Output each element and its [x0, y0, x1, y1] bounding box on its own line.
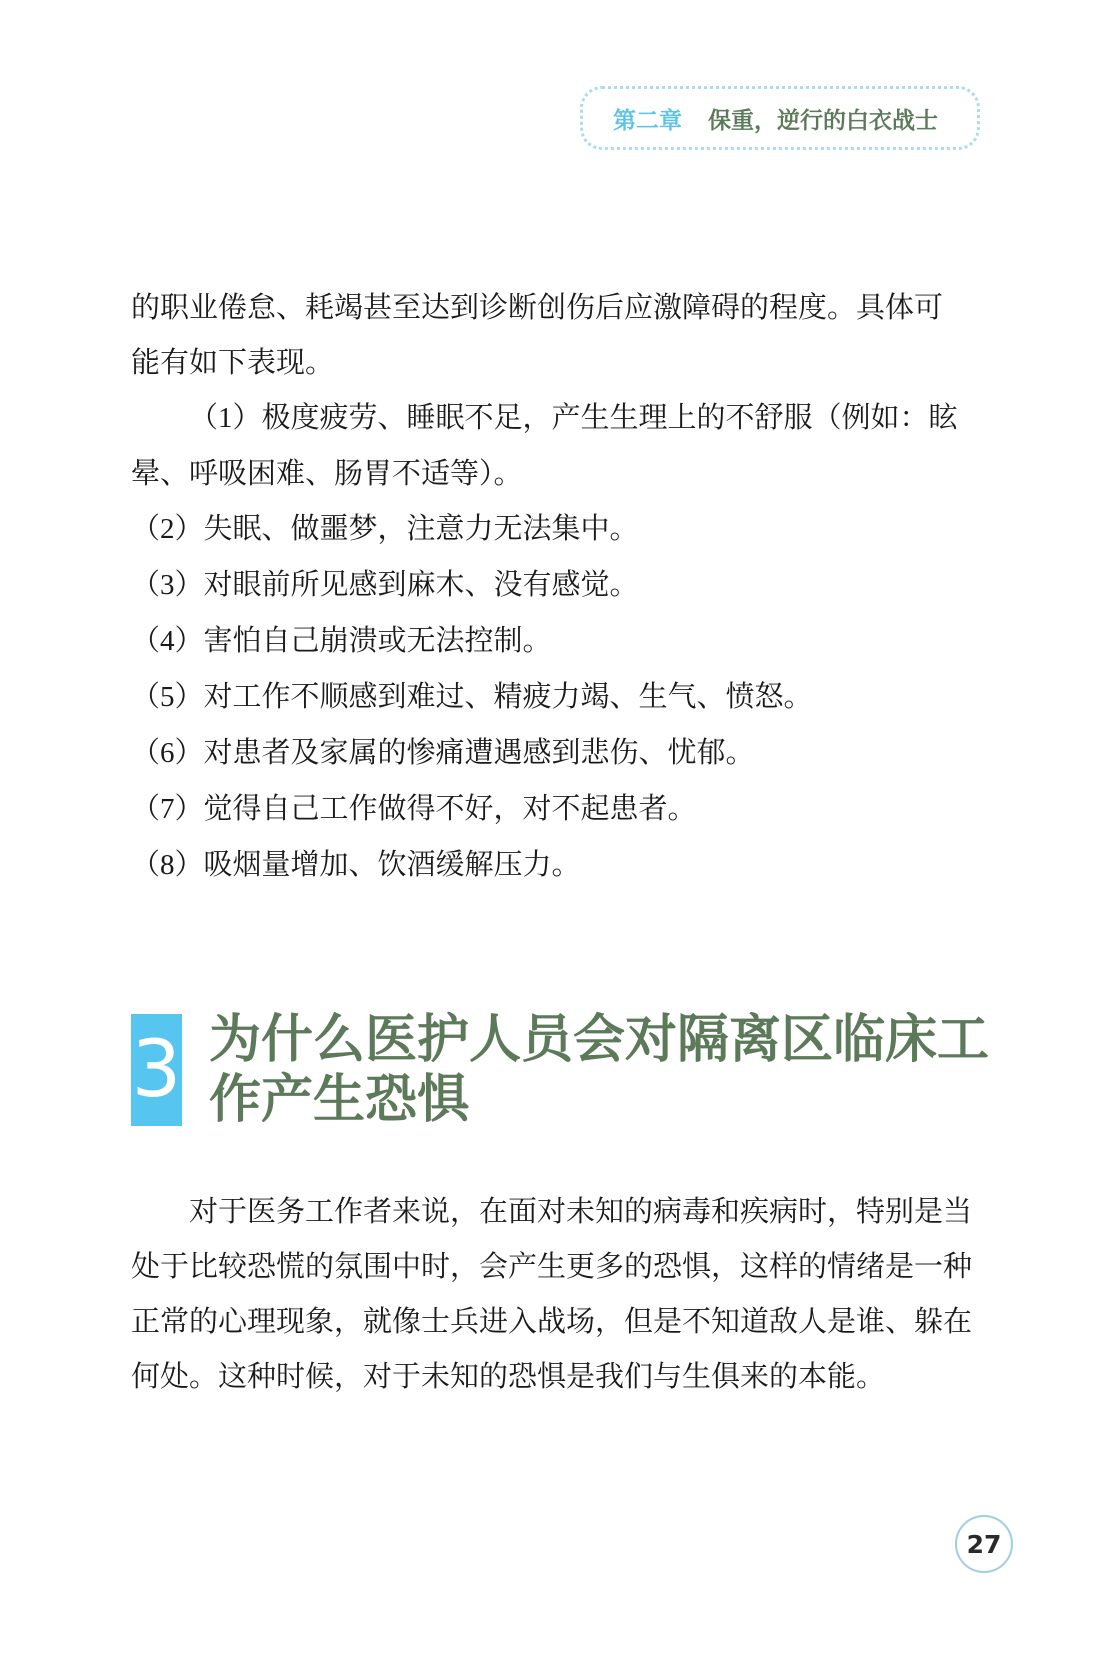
list-item-text: 对眼前所见感到麻木、没有感觉。: [203, 567, 639, 601]
list-item: [131, 781, 981, 837]
list-item-text: 害怕自己崩溃或无法控制。: [203, 623, 552, 657]
list-item: [131, 613, 981, 669]
page-number: 27: [955, 1515, 1013, 1573]
list-item-text: 极度疲劳、睡眠不足，产生生理上的不舒服（例如：眩: [261, 400, 958, 434]
chapter-title: 保重，逆行的白衣战士: [708, 107, 938, 134]
list-item: [131, 669, 981, 725]
list-item-number: （2）: [131, 513, 204, 545]
section-title-line-2: 作产生恐惧: [209, 1070, 470, 1130]
section-title-line-1: 为什么医护人员会对隔离区临床工: [209, 1010, 990, 1070]
list-item-number: （1）: [189, 402, 262, 434]
list-item-text: 吸烟量增加、饮酒缓解压力。: [203, 847, 581, 881]
list-item-number: （8）: [131, 849, 204, 881]
section-number-badge: 3: [131, 1014, 182, 1126]
list-item: [131, 390, 981, 501]
list-item-number: （6）: [131, 737, 204, 769]
list-item-number: （5）: [131, 681, 204, 713]
list-item-number: （7）: [131, 793, 204, 825]
list-item-continuation: 晕、呼吸困难、肠胃不适等）。: [131, 456, 523, 490]
list-item-number: （4）: [131, 625, 204, 657]
section-title: [209, 1010, 989, 1130]
list-item: [131, 837, 981, 893]
chapter-header-tag: [580, 86, 980, 150]
list-item-text: 对工作不顺感到难过、精疲力竭、生气、愤怒。: [203, 679, 813, 713]
list-item: [131, 501, 981, 557]
list-item: [131, 725, 981, 781]
list-item: [131, 557, 981, 613]
list-item-text: 觉得自己工作做得不好，对不起患者。: [203, 791, 697, 825]
list-item-text: 对患者及家属的惨痛遭遇感到悲伤、忧郁。: [203, 735, 755, 769]
intro-line-1: 的职业倦怠、耗竭甚至达到诊断创伤后应激障碍的程度。具体可: [131, 290, 944, 324]
chapter-number: 第二章: [613, 107, 682, 134]
symptom-list: [131, 390, 981, 893]
intro-paragraph: [131, 280, 981, 390]
list-item-text: 失眠、做噩梦，注意力无法集中。: [203, 511, 639, 545]
intro-line-2: 能有如下表现。: [131, 345, 335, 379]
list-item-number: （3）: [131, 569, 204, 601]
section-paragraph: 对于医务工作者来说，在面对未知的病毒和疾病时，特别是当处于比较恐慌的氛围中时，会产生更多的恐惧，这样的情绪是一种正常的心理现象，就像士兵进入战场，但是不知道敌人是谁、躲在何处。这种时候，对于未知的恐惧是我们与生俱来的本能。: [131, 1194, 973, 1393]
